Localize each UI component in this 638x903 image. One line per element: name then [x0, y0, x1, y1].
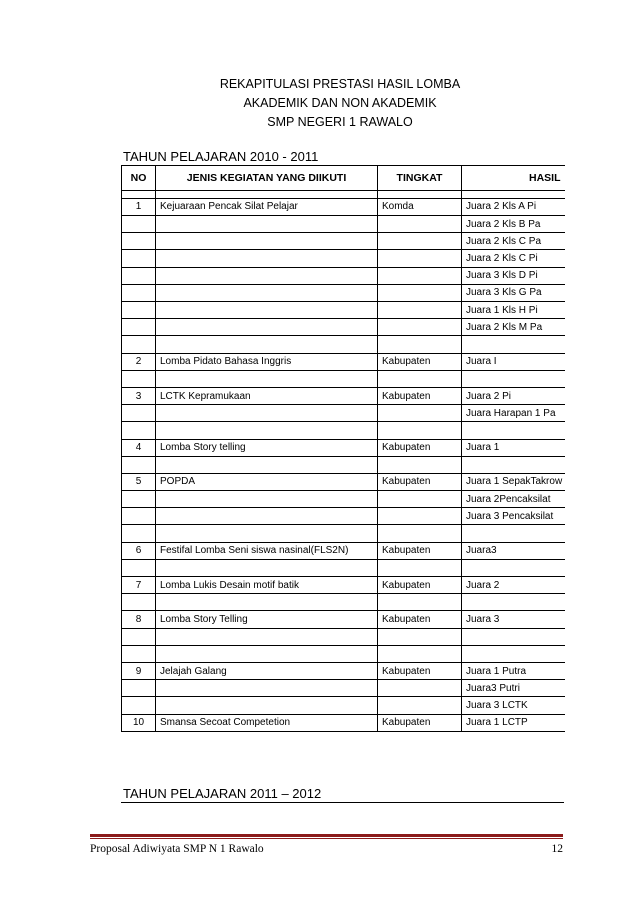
cell-hasil: Juara 2 Kls B Pa — [462, 216, 565, 233]
cell-no: 2 — [122, 353, 156, 370]
table-row — [122, 594, 565, 611]
cell-no — [122, 422, 156, 439]
cell-no — [122, 336, 156, 353]
table-row — [122, 559, 565, 576]
cell-tingkat — [378, 680, 462, 697]
table-header-row — [122, 166, 565, 191]
cell-tingkat — [378, 559, 462, 576]
cell-hasil — [462, 628, 565, 645]
cell-hasil: Juara 2 Kls C Pi — [462, 250, 565, 267]
cell-kegiatan: Lomba Lukis Desain motif batik — [156, 577, 378, 594]
cell-kegiatan — [156, 456, 378, 473]
footer-rule — [90, 834, 563, 837]
cell-hasil — [462, 190, 565, 198]
cell-hasil — [462, 594, 565, 611]
cell-kegiatan — [156, 233, 378, 250]
cell-no — [122, 559, 156, 576]
cell-no — [122, 491, 156, 508]
cell-no — [122, 319, 156, 336]
cell-hasil: Juara 2Pencaksilat — [462, 491, 565, 508]
cell-kegiatan — [156, 267, 378, 284]
cell-tingkat — [378, 405, 462, 422]
table-row — [122, 216, 565, 233]
cell-hasil: Juara 1 SepakTakrow — [462, 473, 565, 490]
cell-no: 3 — [122, 387, 156, 404]
table-row — [122, 577, 565, 594]
cell-no — [122, 267, 156, 284]
table-row — [122, 370, 565, 387]
cell-tingkat — [378, 645, 462, 662]
table-row — [122, 353, 565, 370]
cell-tingkat — [378, 336, 462, 353]
table-row — [122, 542, 565, 559]
cell-tingkat: Kabupaten — [378, 714, 462, 731]
cell-kegiatan: LCTK Kepramukaan — [156, 387, 378, 404]
cell-no: 8 — [122, 611, 156, 628]
cell-kegiatan: Jelajah Galang — [156, 662, 378, 679]
cell-kegiatan — [156, 190, 378, 198]
cell-tingkat — [378, 456, 462, 473]
cell-kegiatan — [156, 422, 378, 439]
cell-kegiatan: Lomba Story Telling — [156, 611, 378, 628]
footer-rule-thin — [90, 838, 563, 839]
cell-no: 9 — [122, 662, 156, 679]
table-body — [122, 190, 565, 731]
cell-kegiatan — [156, 697, 378, 714]
table-gap-row — [122, 190, 565, 198]
table-row — [122, 439, 565, 456]
cell-hasil — [462, 422, 565, 439]
cell-tingkat — [378, 628, 462, 645]
cell-tingkat: Kabupaten — [378, 542, 462, 559]
table-row — [122, 387, 565, 404]
cell-hasil: Juara 2 — [462, 577, 565, 594]
cell-hasil: Juara 3 Kls G Pa — [462, 284, 565, 301]
cell-hasil: Juara 1 LCTP — [462, 714, 565, 731]
cell-kegiatan — [156, 525, 378, 542]
cell-tingkat — [378, 233, 462, 250]
cell-hasil: Juara 1 Putra — [462, 662, 565, 679]
cell-kegiatan: Kejuaraan Pencak Silat Pelajar — [156, 198, 378, 215]
cell-kegiatan — [156, 645, 378, 662]
cell-no — [122, 216, 156, 233]
cell-tingkat — [378, 370, 462, 387]
cell-kegiatan: Festifal Lomba Seni siswa nasinal(FLS2N) — [156, 542, 378, 559]
cell-hasil: Juara 3 Pencaksilat — [462, 508, 565, 525]
cell-tingkat — [378, 302, 462, 319]
cell-kegiatan: POPDA — [156, 473, 378, 490]
cell-no — [122, 190, 156, 198]
table-row — [122, 645, 565, 662]
cell-no — [122, 594, 156, 611]
cell-tingkat — [378, 697, 462, 714]
cell-tingkat — [378, 525, 462, 542]
table-row — [122, 508, 565, 525]
cell-no — [122, 628, 156, 645]
cell-kegiatan — [156, 302, 378, 319]
cell-tingkat: Kabupaten — [378, 662, 462, 679]
cell-kegiatan — [156, 628, 378, 645]
cell-tingkat — [378, 594, 462, 611]
cell-hasil — [462, 525, 565, 542]
column-header-tingkat: TINGKAT — [378, 166, 462, 191]
cell-hasil: Juara3 — [462, 542, 565, 559]
table-row — [122, 198, 565, 215]
cell-no: 1 — [122, 198, 156, 215]
cell-no — [122, 680, 156, 697]
table-row — [122, 456, 565, 473]
cell-hasil: Juara 3 LCTK — [462, 697, 565, 714]
column-header-kegiatan: JENIS KEGIATAN YANG DIIKUTI — [156, 166, 378, 191]
table-row — [122, 697, 565, 714]
cell-no: 7 — [122, 577, 156, 594]
cell-no — [122, 284, 156, 301]
cell-hasil — [462, 370, 565, 387]
cell-hasil: Juara 2 Kls M Pa — [462, 319, 565, 336]
cell-no — [122, 370, 156, 387]
table-row — [122, 473, 565, 490]
doc-title-line-3: SMP NEGERI 1 RAWALO — [267, 115, 413, 129]
table-row — [122, 525, 565, 542]
cell-hasil: Juara 1 Kls H Pi — [462, 302, 565, 319]
cell-hasil — [462, 336, 565, 353]
cell-kegiatan — [156, 491, 378, 508]
table-row — [122, 662, 565, 679]
cell-tingkat — [378, 284, 462, 301]
cell-tingkat: Kabupaten — [378, 387, 462, 404]
cell-no: 4 — [122, 439, 156, 456]
column-header-hasil: HASIL — [462, 166, 565, 191]
cell-no: 10 — [122, 714, 156, 731]
cell-hasil: Juara Harapan 1 Pa — [462, 405, 565, 422]
footer-page-number: 12 — [551, 843, 563, 855]
table-row — [122, 284, 565, 301]
cell-kegiatan — [156, 680, 378, 697]
cell-hasil: Juara 2 Kls A Pi — [462, 198, 565, 215]
doc-title-line-2: AKADEMIK DAN NON AKADEMIK — [243, 96, 437, 110]
cell-tingkat — [378, 319, 462, 336]
cell-tingkat: Kabupaten — [378, 577, 462, 594]
cell-no — [122, 508, 156, 525]
section-year-2010-2011: TAHUN PELAJARAN 2010 - 2011 — [123, 149, 319, 164]
cell-tingkat — [378, 422, 462, 439]
cell-hasil — [462, 456, 565, 473]
cell-kegiatan — [156, 594, 378, 611]
table-row — [122, 302, 565, 319]
cell-tingkat — [378, 190, 462, 198]
cell-kegiatan — [156, 405, 378, 422]
table-row — [122, 319, 565, 336]
cell-hasil: Juara 2 Kls C Pa — [462, 233, 565, 250]
section-year-2011-2012: TAHUN PELAJARAN 2011 – 2012 — [123, 786, 322, 801]
cell-no — [122, 302, 156, 319]
cell-no: 5 — [122, 473, 156, 490]
section-underline — [121, 802, 564, 803]
cell-kegiatan: Lomba Story telling — [156, 439, 378, 456]
cell-tingkat — [378, 508, 462, 525]
cell-hasil: Juara I — [462, 353, 565, 370]
doc-title-line-1: REKAPITULASI PRESTASI HASIL LOMBA — [219, 77, 461, 91]
cell-hasil: Juara 3 Kls D Pi — [462, 267, 565, 284]
cell-no — [122, 697, 156, 714]
cell-kegiatan — [156, 508, 378, 525]
table-row — [122, 336, 565, 353]
table-row — [122, 422, 565, 439]
cell-hasil: Juara 2 Pi — [462, 387, 565, 404]
cell-no — [122, 250, 156, 267]
cell-hasil — [462, 559, 565, 576]
achievement-table — [121, 165, 565, 732]
table-row — [122, 628, 565, 645]
cell-kegiatan: Lomba Pidato Bahasa Inggris — [156, 353, 378, 370]
cell-kegiatan — [156, 370, 378, 387]
cell-tingkat — [378, 267, 462, 284]
cell-hasil — [462, 645, 565, 662]
cell-tingkat — [378, 216, 462, 233]
cell-no — [122, 233, 156, 250]
table-row — [122, 611, 565, 628]
cell-tingkat: Kabupaten — [378, 611, 462, 628]
cell-kegiatan — [156, 250, 378, 267]
table-row — [122, 714, 565, 731]
table-row — [122, 491, 565, 508]
cell-kegiatan — [156, 336, 378, 353]
cell-kegiatan — [156, 284, 378, 301]
cell-no — [122, 456, 156, 473]
cell-hasil: Juara 1 — [462, 439, 565, 456]
table-row — [122, 250, 565, 267]
cell-hasil: Juara 3 — [462, 611, 565, 628]
cell-no — [122, 645, 156, 662]
cell-kegiatan — [156, 559, 378, 576]
cell-no: 6 — [122, 542, 156, 559]
footer-document-name: Proposal Adiwiyata SMP N 1 Rawalo — [90, 843, 264, 855]
cell-tingkat — [378, 250, 462, 267]
table-row — [122, 267, 565, 284]
table-row — [122, 233, 565, 250]
cell-kegiatan — [156, 216, 378, 233]
cell-tingkat: Komda — [378, 198, 462, 215]
cell-no — [122, 525, 156, 542]
column-header-no: NO — [122, 166, 156, 191]
table-row — [122, 680, 565, 697]
cell-tingkat — [378, 491, 462, 508]
cell-tingkat: Kabupaten — [378, 473, 462, 490]
cell-no — [122, 405, 156, 422]
cell-tingkat: Kabupaten — [378, 439, 462, 456]
cell-tingkat: Kabupaten — [378, 353, 462, 370]
table-row — [122, 405, 565, 422]
cell-kegiatan: Smansa Secoat Competetion — [156, 714, 378, 731]
cell-hasil: Juara3 Putri — [462, 680, 565, 697]
cell-kegiatan — [156, 319, 378, 336]
